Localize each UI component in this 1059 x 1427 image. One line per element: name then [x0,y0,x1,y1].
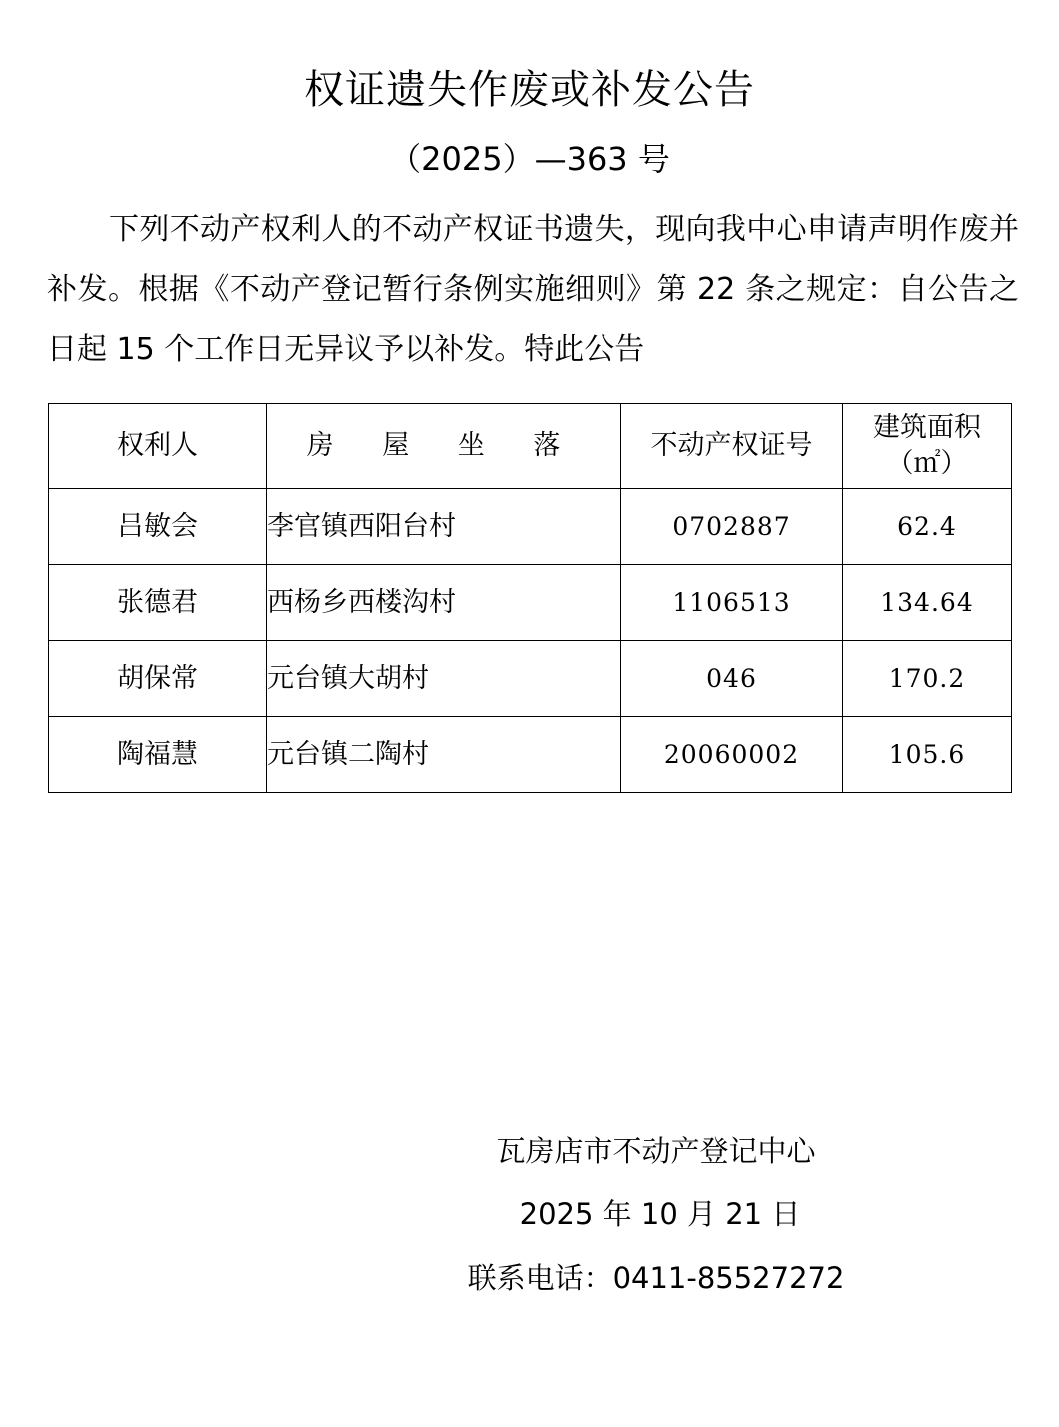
notice-title: 权证遗失作废或补发公告 [304,67,755,113]
certificate-cell: 046 [621,641,843,717]
owner-cell: 胡保常 [49,641,267,717]
issue-date: 2025 年 10 月 21 日 [519,1197,801,1231]
table-row [49,641,1012,717]
certificate-cell: 0702887 [621,489,843,565]
location-cell: 西杨乡西楼沟村 [267,565,621,641]
header-owner: 权利人 [49,404,267,489]
table-header-row [49,404,1012,489]
owner-cell: 吕敏会 [49,489,267,565]
table-row [49,717,1012,793]
header-certificate: 不动产权证号 [621,404,843,489]
area-cell: 105.6 [843,717,1012,793]
location-cell: 元台镇二陶村 [267,717,621,793]
table-row [49,565,1012,641]
notice-body: 下列不动产权利人的不动产权证书遗失，现向我中心申请声明作废并补发。根据《不动产登记暂行条例实施细则》第 22 条之规定：自公告之日起 15 个工作日无异议予以补发。特此公告 [47,212,1019,367]
records-table [48,403,1012,793]
area-cell: 170.2 [843,641,1012,717]
area-cell: 134.64 [843,565,1012,641]
contact-phone: 联系电话：0411-85527272 [467,1261,845,1295]
owner-cell: 陶福慧 [49,717,267,793]
issuing-agency: 瓦房店市不动产登记中心 [496,1134,816,1168]
location-cell: 李官镇西阳台村 [267,489,621,565]
header-location: 房 屋 坐 落 [267,404,621,489]
location-cell: 元台镇大胡村 [267,641,621,717]
header-area [843,404,1012,489]
table-row [49,489,1012,565]
certificate-cell: 20060002 [621,717,843,793]
certificate-cell: 1106513 [621,565,843,641]
notice-number: （2025）—363 号 [389,140,670,178]
header-area-label: 建筑面积 [873,412,981,443]
area-cell: 62.4 [843,489,1012,565]
owner-cell: 张德君 [49,565,267,641]
header-area-unit: （㎡） [886,448,968,479]
